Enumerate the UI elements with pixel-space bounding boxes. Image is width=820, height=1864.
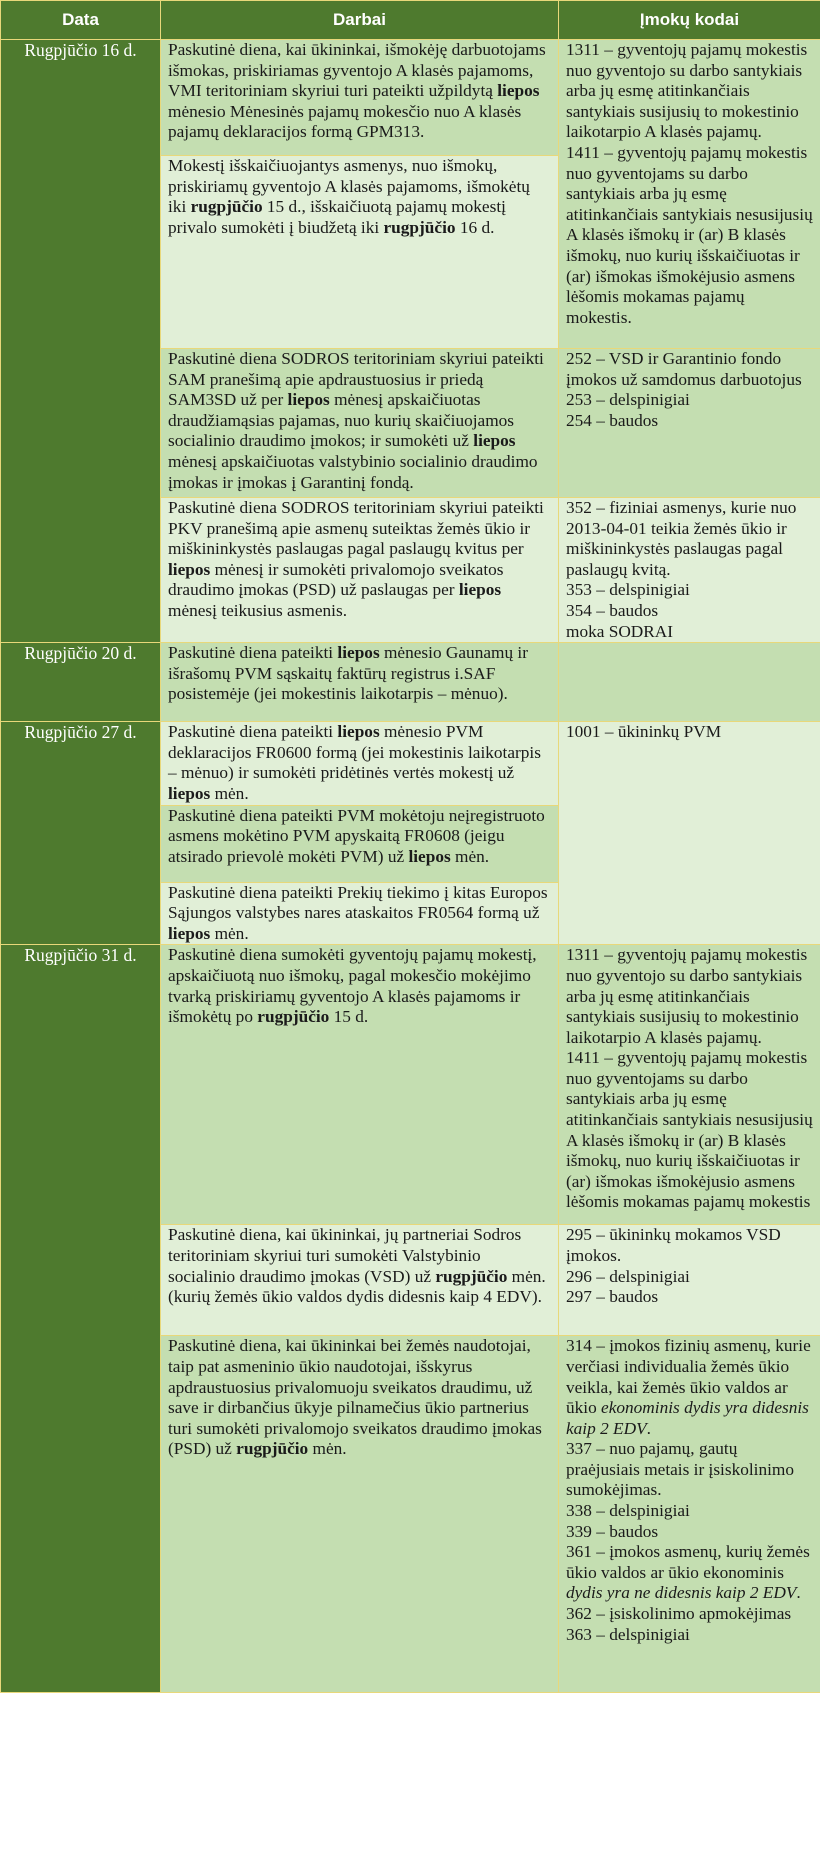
tax-code-item: 337 – nuo pajamų, gautų praėjusiais metais ir įsiskolinimo sumokėjimas. [566,1439,794,1500]
table-row [1,945,820,1225]
month-emphasis: rugpjūčio [190,197,263,217]
tax-code-item: 363 – delspinigiai [566,1624,690,1644]
tax-code-item: 338 – delspinigiai [566,1501,690,1521]
tax-code-item: 361 – įmokos asmenų, kurių žemės ūkio valdos ar ūkio ekonominis dydis yra ne didesnis kaip 2 EDV. [566,1542,810,1603]
date-cell: Rugpjūčio 31 d. [1,945,161,1693]
tax-code-item: 352 – fiziniai asmenys, kurie nuo 2013-04-01 teikia žemės ūkio ir miškininkystės paslaugas pagal paslaugų kvitą. [566,498,797,579]
header-date: Data [1,1,161,40]
tax-code-item: 254 – baudos [566,410,659,430]
header-row [1,1,820,40]
tax-code-item: 1311 – gyventojų pajamų mokestis nuo gyventojo su darbo santykiais arba jų esmę atitinkančiais santykiais susijusių to mokestinio laikotarpio A klasės pajamų. [566,945,808,1047]
task-cell: Paskutinė diena SODROS teritoriniam skyriui pateikti SAM pranešimą apie apdraustuosius ir priedą SAM3SD už per liepos mėnesį apskaičiuotas draudžiamąsias pajamas, nuo kurių skaičiuojamos socialinio draudimo įmokos; ir sumokėti už liepos mėnesį apskaičiuotas valstybinio socialinio draudimo įmokas ir įmokas į Garantinį fondą. [161,349,559,498]
task-cell: Paskutinė diena, kai ūkininkai, išmokėję darbuotojams išmokas, priskiriamas gyventojo A klasės pajamoms, VMI teritoriniam skyriui turi pateikti užpildytą liepos mėnesio Mėnesinės pajamų mokesčio nuo A klasės pajamų deklaracijos formą GPM313. [161,40,559,156]
italic-emphasis: ekonominis dydis yra didesnis kaip 2 EDV [566,1398,809,1438]
month-emphasis: liepos [458,580,502,600]
codes-cell [559,1336,820,1693]
tax-code-item: 353 – delspinigiai [566,580,690,600]
month-emphasis: rugpjūčio [236,1439,309,1459]
table-row [1,722,820,805]
month-emphasis: liepos [168,783,211,803]
task-cell: Paskutinė diena SODROS teritoriniam skyriui pateikti PKV pranešimą apie asmenų suteiktas žemės ūkio ir miškininkystės paslaugas pagal paslaugų kvitus per liepos mėnesį ir sumokėti privalomojo sveikatos draudimo įmokas (PSD) už paslaugas per liepos mėnesį teikusius asmenis. [161,498,559,643]
italic-emphasis: dydis yra ne didesnis kaip 2 EDV [566,1583,797,1603]
codes-cell [559,643,820,722]
tax-code-item: 1411 – gyventojų pajamų mokestis nuo gyventojams su darbo santykiais arba jų esmę atitinkančiais santykiais nesusijusių A klasės išmokų ir (ar) B klasės išmokų, nuo kurių išskaičiuotas ir (ar) išmokas išmokėjusio asmens lėšomis mokamas pajamų mokestis. [566,142,813,327]
header-codes: Įmokų kodai [559,1,820,40]
task-cell: Paskutinė diena pateikti Prekių tiekimo į kitas Europos Sąjungos valstybes nares ataskaitos FR0564 formą už liepos mėn. [161,882,559,945]
month-emphasis: liepos [337,643,380,663]
table-row [1,40,820,156]
codes-cell [559,349,820,498]
month-emphasis: liepos [168,559,211,579]
tax-code-item: 253 – delspinigiai [566,390,690,410]
date-cell: Rugpjūčio 16 d. [1,40,161,643]
tax-code-item: 295 – ūkininkų mokamos VSD įmokos. [566,1225,781,1265]
codes-cell [559,945,820,1225]
date-cell: Rugpjūčio 27 d. [1,722,161,945]
table-row [1,643,820,722]
month-emphasis: liepos [287,390,330,410]
month-emphasis: liepos [497,81,540,101]
header-work: Darbai [161,1,559,40]
month-emphasis: rugpjūčio [257,1007,330,1027]
month-emphasis: liepos [168,923,211,943]
month-emphasis: liepos [408,846,451,866]
tax-code-item: 1001 – ūkininkų PVM [566,722,722,742]
tax-code-item: 314 – įmokos fizinių asmenų, kurie verčiasi individualia žemės ūkio veikla, kai žemės ūkio valdos ar ūkio ekonominis dydis yra didesnis kaip 2 EDV. [566,1336,811,1438]
tax-code-item: 297 – baudos [566,1287,659,1307]
task-cell: Mokestį išskaičiuojantys asmenys, nuo išmokų, priskiriamų gyventojo A klasės pajamoms, išmokėtų iki rugpjūčio 15 d., išskaičiuotą pajamų mokestį privalo sumokėti į biudžetą iki rugpjūčio 16 d. [161,156,559,349]
task-cell: Paskutinė diena pateikti PVM mokėtoju neįregistruoto asmens mokėtino PVM apyskaitą FR0608 (jeigu atsirado prievolė mokėti PVM) už liepos mėn. [161,805,559,882]
month-emphasis: rugpjūčio [383,217,456,237]
tax-code-item: 1311 – gyventojų pajamų mokestis nuo gyventojo su darbo santykiais arba jų esmę atitinkančiais santykiais susijusių to mokestinio laikotarpio A klasės pajamų. [566,40,808,142]
codes-cell [559,498,820,643]
codes-cell [559,40,820,349]
tax-code-item: 296 – delspinigiai [566,1266,690,1286]
month-emphasis: rugpjūčio [435,1266,508,1286]
month-emphasis: liepos [337,722,380,742]
codes-cell [559,722,820,945]
task-cell: Paskutinė diena, kai ūkininkai, jų partneriai Sodros teritoriniam skyriui turi sumokėti Valstybinio socialinio draudimo įmokas (VSD) už rugpjūčio mėn. (kurių žemės ūkio valdos dydis didesnis kaip 4 EDV). [161,1225,559,1336]
month-emphasis: liepos [473,431,516,451]
codes-cell [559,1225,820,1336]
date-cell: Rugpjūčio 20 d. [1,643,161,722]
task-cell: Paskutinė diena pateikti liepos mėnesio Gaunamų ir išrašomų PVM sąskaitų faktūrų registrus i.SAF posistemėje (jei mokestinis laikotarpis – mėnuo). [161,643,559,722]
task-cell: Paskutinė diena, kai ūkininkai bei žemės naudotojai, taip pat asmeninio ūkio naudotojai, išskyrus apdraustuosius privalomuoju sveikatos draudimu, už save ir dirbančius ūkyje pilnamečius ūkio partnerius turi sumokėti privalomojo sveikatos draudimo įmokas (PSD) už rugpjūčio mėn. [161,1336,559,1693]
tax-code-item: 252 – VSD ir Garantinio fondo įmokos už samdomus darbuotojus [566,349,802,389]
tax-code-item: 1411 – gyventojų pajamų mokestis nuo gyventojams su darbo santykiais arba jų esmę atitinkančiais santykiais nesusijusių A klasės išmokų ir (ar) B klasės išmokų, nuo kurių išskaičiuotas ir (ar) išmokas išmokėjusio asmens lėšomis mokamas pajamų mokestis [566,1048,813,1212]
task-cell: Paskutinė diena sumokėti gyventojų pajamų mokestį, apskaičiuotą nuo išmokų, pagal mokesčio mokėjimo tvarką priskiriamų gyventojo A klasės pajamoms ir išmokėtų po rugpjūčio 15 d. [161,945,559,1225]
tax-code-item: 362 – įsiskolinimo apmokėjimas [566,1604,792,1624]
tax-code-item: 354 – baudos [566,600,659,620]
tax-code-item: 339 – baudos [566,1521,659,1541]
tax-code-item: moka SODRAI [566,621,674,641]
task-cell: Paskutinė diena pateikti liepos mėnesio PVM deklaracijos FR0600 formą (jei mokestinis laikotarpis – mėnuo) ir sumokėti pridėtinės vertės mokestį už liepos mėn. [161,722,559,805]
